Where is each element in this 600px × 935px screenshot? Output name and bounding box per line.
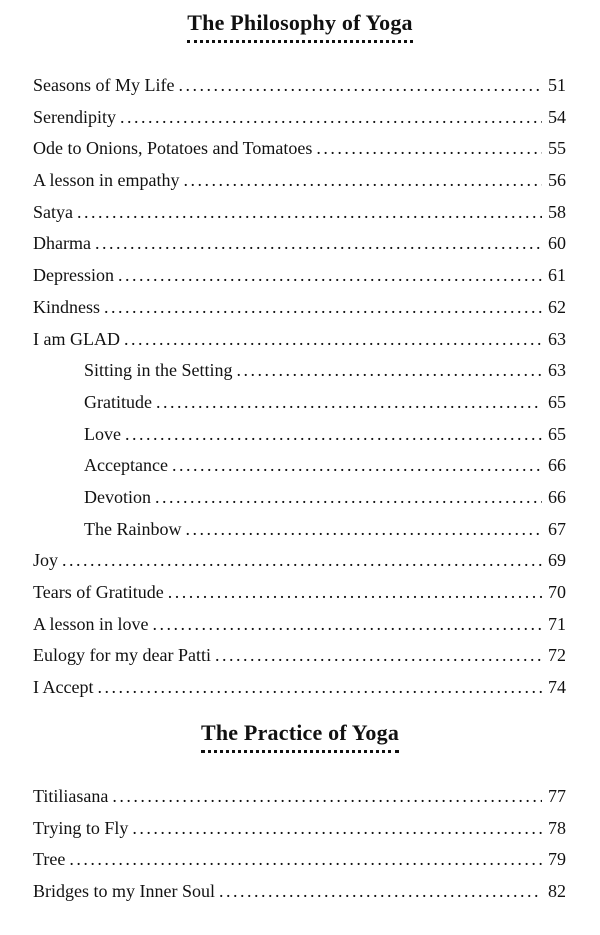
- toc-entry-page: 77: [548, 786, 566, 806]
- toc-entry-title: Dharma: [33, 233, 91, 254]
- toc-entry[interactable]: [0, 228, 600, 260]
- toc-entry-page: 55: [548, 138, 566, 159]
- toc-entry-page: 51: [548, 75, 566, 95]
- dot-leader: [125, 419, 542, 451]
- toc-entry-page: 60: [548, 233, 566, 254]
- toc-entry-title: Sitting in the Setting: [84, 360, 233, 381]
- toc-entry-title: Tears of Gratitude: [33, 582, 164, 602]
- toc-entry-title: Acceptance: [84, 455, 168, 476]
- toc-entry-page: 65: [548, 391, 566, 412]
- toc-entry-page: 65: [548, 423, 566, 444]
- toc-entry[interactable]: [0, 640, 600, 672]
- toc-entry-page: 66: [548, 455, 566, 476]
- dot-leader: [185, 514, 542, 546]
- toc-entry[interactable]: [0, 844, 600, 876]
- toc-entry[interactable]: [0, 292, 600, 324]
- toc-entry-page: 66: [548, 486, 566, 507]
- dot-leader: [156, 387, 542, 419]
- toc-entry-page: 74: [548, 677, 566, 698]
- toc-entry-title: A lesson in empathy: [33, 170, 180, 191]
- dot-leader: [120, 102, 542, 134]
- toc-entry-title: Bridges to my Inner Soul: [33, 881, 215, 902]
- toc-entry[interactable]: [0, 672, 600, 704]
- toc-subentry[interactable]: [0, 419, 600, 451]
- dot-leader: [97, 672, 542, 704]
- toc-entry-title: Gratitude: [84, 391, 152, 412]
- toc-entry-page: 67: [548, 518, 566, 539]
- toc-entry-title: The Rainbow: [84, 518, 182, 539]
- dot-leader: [172, 450, 542, 482]
- toc-entry-title: Devotion: [84, 486, 151, 507]
- toc-entry[interactable]: [0, 876, 600, 908]
- toc-entry-page: 79: [548, 849, 566, 870]
- section-title: The Philosophy of Yoga: [187, 10, 412, 43]
- toc-entry-page: 69: [548, 550, 566, 571]
- toc-list-philosophy: [0, 70, 600, 704]
- toc-entry-page: 63: [548, 328, 566, 349]
- toc-entry-page: 56: [548, 170, 566, 191]
- dot-leader: [153, 609, 543, 641]
- toc-entry-title: Love: [84, 423, 121, 444]
- toc-entry[interactable]: [0, 577, 600, 609]
- dot-leader: [77, 197, 542, 229]
- toc-entry[interactable]: [0, 102, 600, 134]
- dot-leader: [112, 781, 542, 813]
- dot-leader: [155, 482, 542, 514]
- toc-entry-title: Depression: [33, 265, 114, 286]
- toc-entry-title: Titiliasana: [33, 786, 109, 806]
- toc-entry[interactable]: [0, 133, 600, 165]
- toc-entry-page: 71: [548, 613, 566, 634]
- dot-leader: [168, 577, 542, 609]
- toc-subentry[interactable]: [0, 514, 600, 546]
- toc-entry[interactable]: [0, 545, 600, 577]
- dot-leader: [95, 228, 542, 260]
- toc-entry-page: 62: [548, 296, 566, 317]
- toc-entry-title: I am GLAD: [33, 328, 120, 349]
- toc-entry-title: A lesson in love: [33, 613, 149, 634]
- section-heading-philosophy: [0, 10, 600, 43]
- toc-entry[interactable]: [0, 813, 600, 845]
- dot-leader: [316, 133, 542, 165]
- dot-leader: [178, 70, 542, 102]
- toc-entry-title: Eulogy for my dear Patti: [33, 645, 211, 666]
- toc-list-practice: [0, 781, 600, 908]
- toc-entry[interactable]: [0, 197, 600, 229]
- toc-entry[interactable]: [0, 609, 600, 641]
- toc-entry-page: 54: [548, 106, 566, 127]
- toc-entry-page: 78: [548, 817, 566, 838]
- dot-leader: [237, 355, 542, 387]
- toc-entry-title: Seasons of My Life: [33, 75, 175, 95]
- toc-entry-title: Tree: [33, 849, 66, 870]
- toc-entry-title: I Accept: [33, 677, 94, 698]
- dot-leader: [118, 260, 542, 292]
- toc-entry-title: Joy: [33, 550, 59, 571]
- toc-subentry[interactable]: [0, 387, 600, 419]
- toc-entry[interactable]: [0, 324, 600, 356]
- dot-leader: [219, 876, 542, 908]
- toc-entry[interactable]: [0, 781, 600, 813]
- dot-leader: [69, 844, 542, 876]
- toc-subentry[interactable]: [0, 450, 600, 482]
- toc-entry-title: Satya: [33, 201, 73, 222]
- dot-leader: [62, 545, 542, 577]
- toc-entry-title: Serendipity: [33, 106, 116, 127]
- section-heading-practice: [0, 720, 600, 753]
- toc-entry-page: 63: [548, 360, 566, 381]
- toc-entry-title: Ode to Onions, Potatoes and Tomatoes: [33, 138, 313, 159]
- toc-entry-title: Trying to Fly: [33, 817, 129, 838]
- toc-entry[interactable]: [0, 70, 600, 102]
- toc-entry-page: 72: [548, 645, 566, 666]
- dot-leader: [215, 640, 542, 672]
- dot-leader: [132, 813, 542, 845]
- toc-entry-page: 61: [548, 265, 566, 286]
- toc-entry[interactable]: [0, 260, 600, 292]
- toc-entry-page: 70: [548, 582, 566, 602]
- dot-leader: [104, 292, 542, 324]
- toc-entry-page: 58: [548, 201, 566, 222]
- toc-subentry[interactable]: [0, 482, 600, 514]
- dot-leader: [124, 324, 542, 356]
- dot-leader: [184, 165, 543, 197]
- section-title: The Practice of Yoga: [201, 720, 399, 753]
- toc-entry-page: 82: [548, 881, 566, 902]
- toc-subentry[interactable]: [0, 355, 600, 387]
- toc-entry-title: Kindness: [33, 296, 100, 317]
- toc-entry[interactable]: [0, 165, 600, 197]
